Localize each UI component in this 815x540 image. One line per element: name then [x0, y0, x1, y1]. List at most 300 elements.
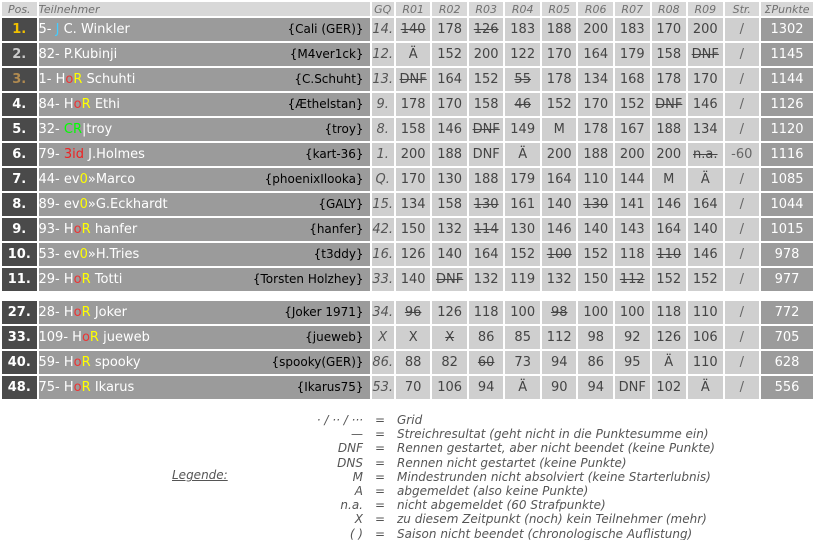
position-cell: 27. [2, 301, 37, 324]
race-result-cell: 152 [578, 243, 613, 266]
race-result-cell: 170 [688, 68, 723, 91]
race-result-cell: 94 [542, 351, 577, 374]
race-result-cell: 70 [396, 376, 431, 399]
participant-alias: {kart-36} [304, 147, 364, 161]
table-row [2, 143, 813, 166]
race-result-cell: 130 [578, 193, 613, 216]
race-result-cell: 152 [615, 93, 650, 116]
gq-cell: 86. [372, 351, 394, 374]
start-number: 93- [38, 222, 60, 237]
race-result-cell: 130 [469, 193, 504, 216]
legend-symbol: X [354, 512, 363, 527]
race-result-cell: 188 [542, 18, 577, 41]
position-cell: 33. [2, 326, 37, 349]
total-points-cell: 1015 [761, 218, 813, 241]
start-number: 79- [38, 147, 60, 162]
participant-cell [39, 218, 370, 241]
streich-cell: / [725, 243, 760, 266]
race-result-cell: n.a. [688, 143, 723, 166]
table-row [2, 193, 813, 216]
legend-symbol: · / ·· / ··· [316, 413, 363, 427]
header-r07: R07 [615, 2, 650, 16]
race-result-cell: 144 [615, 168, 650, 191]
race-result-cell: 118 [652, 301, 687, 324]
streich-cell: -60 [725, 143, 760, 166]
race-result-cell: 152 [652, 268, 687, 291]
table-row [2, 68, 813, 91]
team-tag: 3id [63, 147, 85, 162]
participant-cell [39, 301, 370, 324]
participant-cell [39, 143, 370, 166]
team-tag: H [72, 330, 82, 345]
team-tag: ev [63, 197, 80, 212]
race-result-cell: Ä [688, 168, 723, 191]
race-result-cell: 73 [505, 351, 540, 374]
legend-equals: = [375, 526, 386, 540]
participant-cell [39, 268, 370, 291]
race-result-cell: 140 [578, 218, 613, 241]
total-points-cell: 978 [761, 243, 813, 266]
legend-equals: = [375, 427, 386, 442]
race-result-cell: 140 [688, 218, 723, 241]
race-result-cell: 110 [688, 351, 723, 374]
participant-cell [39, 118, 370, 141]
race-result-cell: DNF [688, 43, 723, 66]
table-row [2, 218, 813, 241]
legend-text: Saison nicht beendet (chronologische Auflistung) [397, 526, 693, 540]
race-result-cell: 188 [432, 143, 467, 166]
race-result-cell: 183 [505, 18, 540, 41]
legend-text: abgemeldet (also keine Punkte) [397, 484, 589, 498]
team-tag: o [73, 380, 82, 395]
total-points-cell: 772 [761, 301, 813, 324]
race-result-cell: 100 [615, 301, 650, 324]
total-points-cell: 1144 [761, 68, 813, 91]
race-result-cell: 200 [688, 18, 723, 41]
legend-item [0, 427, 815, 441]
header-r05: R05 [542, 2, 577, 16]
race-result-cell: 140 [432, 243, 467, 266]
legend-symbol: — [351, 427, 363, 442]
race-result-cell: 146 [688, 243, 723, 266]
race-result-cell: 95 [615, 351, 650, 374]
race-result-cell: 170 [652, 18, 687, 41]
legend-text: zu diesem Zeitpunkt (noch) kein Teilnehmer (mehr) [397, 512, 707, 527]
participant-cell [39, 68, 370, 91]
race-result-cell: 164 [688, 193, 723, 216]
team-tag: ev [63, 172, 80, 187]
total-points-cell: 705 [761, 326, 813, 349]
header-r09: R09 [688, 2, 723, 16]
race-result-cell: 146 [432, 118, 467, 141]
race-result-cell: 143 [615, 218, 650, 241]
race-result-cell: 152 [469, 68, 504, 91]
table-row [2, 118, 813, 141]
gq-cell: 16. [372, 243, 394, 266]
start-number: 59- [38, 355, 60, 370]
participant-name: Totti [90, 272, 123, 287]
streich-cell: / [725, 218, 760, 241]
participant-name: Joker [90, 305, 128, 320]
participant-cell [39, 168, 370, 191]
race-result-cell: DNF [432, 268, 467, 291]
participant-name: jueweb [98, 330, 150, 345]
race-result-cell: 110 [578, 168, 613, 191]
start-number: 109- [38, 330, 69, 345]
participant-alias: {jueweb} [305, 330, 364, 344]
race-result-cell: 167 [615, 118, 650, 141]
participant-name: P.Kubinji [63, 47, 118, 62]
streich-cell: / [725, 68, 760, 91]
team-tag: ev [63, 247, 80, 262]
streich-cell: / [725, 118, 760, 141]
race-result-cell: DNF [396, 68, 431, 91]
race-result-cell: 164 [432, 68, 467, 91]
gq-cell: 53. [372, 376, 394, 399]
race-result-cell: 200 [615, 143, 650, 166]
race-result-cell: 82 [432, 351, 467, 374]
gq-cell: Q. [372, 168, 394, 191]
header-sum: ΣPunkte [761, 2, 813, 16]
race-result-cell: 158 [396, 118, 431, 141]
streich-cell: / [725, 268, 760, 291]
race-result-cell: 122 [505, 43, 540, 66]
race-result-cell: 100 [505, 301, 540, 324]
gq-cell: 34. [372, 301, 394, 324]
participant-cell [39, 18, 370, 41]
position-cell: 9. [2, 218, 37, 241]
total-points-cell: 1044 [761, 193, 813, 216]
race-result-cell: 134 [578, 68, 613, 91]
header-r01: R01 [396, 2, 431, 16]
race-result-cell: 200 [542, 143, 577, 166]
participant-name: hanfer [90, 222, 138, 237]
race-result-cell: 178 [578, 118, 613, 141]
race-result-cell: 46 [505, 93, 540, 116]
legend-equals: = [375, 413, 386, 427]
team-tag: 0 [79, 172, 88, 187]
start-number: 82- [38, 47, 60, 62]
start-number: 44- [38, 172, 60, 187]
participant-name: C. Winkler [59, 22, 130, 37]
streich-cell: / [725, 351, 760, 374]
header-gq: GQ [372, 2, 394, 16]
race-result-cell: 178 [432, 18, 467, 41]
race-result-cell: 110 [652, 243, 687, 266]
race-result-cell: 100 [578, 301, 613, 324]
participant-name: spooky [90, 355, 141, 370]
race-result-cell: 118 [615, 243, 650, 266]
race-result-cell: 183 [615, 18, 650, 41]
start-number: 53- [38, 247, 60, 262]
race-result-cell: 132 [432, 218, 467, 241]
race-result-cell: 146 [542, 218, 577, 241]
legend-item [0, 470, 815, 484]
team-tag: o [73, 222, 82, 237]
race-result-cell: 200 [396, 143, 431, 166]
header-row [2, 2, 813, 16]
position-cell: 2. [2, 43, 37, 66]
race-result-cell: 126 [652, 326, 687, 349]
legend-symbol: n.a. [340, 498, 363, 513]
position-cell: 40. [2, 351, 37, 374]
race-result-cell: 88 [396, 351, 431, 374]
race-result-cell: 152 [432, 43, 467, 66]
race-result-cell: 132 [469, 268, 504, 291]
gq-cell: 33. [372, 268, 394, 291]
race-result-cell: 102 [652, 376, 687, 399]
table-row [2, 243, 813, 266]
gq-cell: 1. [372, 143, 394, 166]
header-r08: R08 [652, 2, 687, 16]
position-cell: 3. [2, 68, 37, 91]
race-result-cell: 55 [505, 68, 540, 91]
participant-alias: {Torsten Holzhey} [252, 272, 364, 286]
participant-name: Ikarus [90, 380, 135, 395]
race-result-cell: 92 [615, 326, 650, 349]
legend-item [0, 456, 815, 470]
legend-item [0, 484, 815, 498]
race-result-cell: 200 [469, 43, 504, 66]
race-result-cell: 112 [542, 326, 577, 349]
race-result-cell: 100 [542, 243, 577, 266]
table-row [2, 93, 813, 116]
team-tag: o [73, 305, 82, 320]
legend-text: nicht abgemeldet (60 Strafpunkte) [397, 498, 606, 513]
header-teilnehmer: Teilnehmer [39, 2, 370, 16]
race-result-cell: M [652, 168, 687, 191]
race-result-cell: X [432, 326, 467, 349]
race-result-cell: M [542, 118, 577, 141]
total-points-cell: 1302 [761, 18, 813, 41]
participant-name: »G.Eckhardt [87, 197, 168, 212]
legend-item [0, 441, 815, 455]
gq-cell: 12. [372, 43, 394, 66]
participant-cell [39, 93, 370, 116]
team-tag: 0 [79, 197, 88, 212]
race-result-cell: 96 [396, 301, 431, 324]
team-tag: CR [63, 122, 83, 137]
legend-equals: = [375, 469, 386, 484]
race-result-cell: 98 [542, 301, 577, 324]
legend-item [0, 527, 815, 540]
race-result-cell: 86 [469, 326, 504, 349]
race-result-cell: 158 [652, 43, 687, 66]
legend-symbol: DNF [337, 441, 363, 456]
total-points-cell: 1116 [761, 143, 813, 166]
gq-cell: 15. [372, 193, 394, 216]
team-tag: R [81, 380, 91, 395]
total-points-cell: 1126 [761, 93, 813, 116]
header-r02: R02 [432, 2, 467, 16]
race-result-cell: 170 [578, 93, 613, 116]
streich-cell: / [725, 43, 760, 66]
participant-name: »Marco [87, 172, 136, 187]
participant-alias: {GALY} [318, 197, 364, 211]
race-result-cell: DNF [615, 376, 650, 399]
race-result-cell: 86 [578, 351, 613, 374]
race-result-cell: 188 [469, 168, 504, 191]
legend-symbol: A [354, 484, 363, 498]
participant-name: troy [86, 122, 113, 137]
legend-symbol: M [352, 469, 363, 484]
participant-alias: {Æthelstan} [287, 97, 364, 111]
race-result-cell: 178 [396, 93, 431, 116]
streich-cell: / [725, 326, 760, 349]
participant-cell [39, 376, 370, 399]
team-tag: R [73, 72, 83, 87]
legend-title: Legende: [172, 468, 228, 482]
streich-cell: / [725, 193, 760, 216]
race-result-cell: Ä [505, 143, 540, 166]
team-tag: R [81, 355, 91, 370]
participant-name: Ethi [90, 97, 120, 112]
race-result-cell: 94 [578, 376, 613, 399]
participant-alias: {Cali (GER)} [287, 22, 364, 36]
team-tag: o [73, 97, 82, 112]
race-result-cell: 179 [615, 43, 650, 66]
participant-name: »H.Tries [87, 247, 140, 262]
streich-cell: / [725, 168, 760, 191]
position-cell: 5. [2, 118, 37, 141]
participant-cell [39, 43, 370, 66]
participant-cell [39, 243, 370, 266]
team-tag: H [55, 72, 66, 87]
race-result-cell: Ä [652, 351, 687, 374]
race-result-cell: 106 [688, 326, 723, 349]
legend-text: Rennen gestartet, aber nicht beendet (keine Punkte) [397, 441, 715, 456]
total-points-cell: 1085 [761, 168, 813, 191]
participant-cell [39, 326, 370, 349]
streich-cell: / [725, 93, 760, 116]
race-result-cell: Ä [505, 376, 540, 399]
participant-cell [39, 351, 370, 374]
position-cell: 8. [2, 193, 37, 216]
race-result-cell: 106 [432, 376, 467, 399]
table-row [2, 301, 813, 324]
legend-item [0, 512, 815, 526]
race-result-cell: 134 [396, 193, 431, 216]
race-result-cell: 168 [615, 68, 650, 91]
race-result-cell: 152 [505, 243, 540, 266]
legend-item [0, 413, 815, 427]
team-tag: H [63, 272, 74, 287]
race-result-cell: 170 [396, 168, 431, 191]
race-result-cell: 152 [688, 268, 723, 291]
race-result-cell: 98 [578, 326, 613, 349]
participant-alias: {spooky(GER)} [271, 355, 364, 369]
team-tag: 0 [79, 247, 88, 262]
race-result-cell: 161 [505, 193, 540, 216]
legend [0, 410, 815, 540]
header-pos: Pos. [2, 2, 37, 16]
race-result-cell: 140 [396, 18, 431, 41]
start-number: 84- [38, 97, 60, 112]
race-result-cell: 118 [469, 301, 504, 324]
race-result-cell: 126 [432, 301, 467, 324]
race-result-cell: Ä [396, 43, 431, 66]
table-row [2, 376, 813, 399]
start-number: 32- [38, 122, 60, 137]
participant-alias: {Ikarus75} [296, 380, 364, 394]
team-tag: R [81, 272, 91, 287]
legend-equals: = [375, 498, 386, 513]
gq-cell: 8. [372, 118, 394, 141]
race-result-cell: 188 [652, 118, 687, 141]
header-r06: R06 [578, 2, 613, 16]
legend-equals: = [375, 484, 386, 498]
race-result-cell: 141 [615, 193, 650, 216]
race-result-cell: 110 [688, 301, 723, 324]
team-tag: o [73, 355, 82, 370]
race-result-cell: 126 [396, 243, 431, 266]
race-result-cell: 146 [652, 193, 687, 216]
race-result-cell: 112 [615, 268, 650, 291]
race-result-cell: 126 [469, 18, 504, 41]
total-points-cell: 628 [761, 351, 813, 374]
race-result-cell: 130 [505, 218, 540, 241]
legend-text: Grid [397, 413, 423, 427]
race-result-cell: 150 [396, 218, 431, 241]
race-result-cell: 178 [542, 68, 577, 91]
legend-equals: = [375, 512, 386, 527]
team-tag: o [81, 330, 90, 345]
header-str: Str. [725, 2, 760, 16]
table-row [2, 43, 813, 66]
race-result-cell: 119 [505, 268, 540, 291]
race-result-cell: 60 [469, 351, 504, 374]
legend-text: Rennen nicht gestartet (keine Punkte) [397, 455, 627, 470]
participant-alias: {C.Schuht} [294, 72, 364, 86]
start-number: 29- [38, 272, 60, 287]
race-result-cell: 164 [578, 43, 613, 66]
total-points-cell: 556 [761, 376, 813, 399]
race-result-cell: 150 [578, 268, 613, 291]
gq-cell: 42. [372, 218, 394, 241]
gq-cell: 13. [372, 68, 394, 91]
team-tag: o [73, 272, 82, 287]
legend-equals: = [375, 455, 386, 470]
streich-cell: / [725, 301, 760, 324]
team-tag: H [63, 222, 74, 237]
gq-cell: 9. [372, 93, 394, 116]
team-tag: o [65, 72, 74, 87]
race-result-cell: 170 [432, 93, 467, 116]
participant-name: J.Holmes [84, 147, 145, 162]
start-number: 89- [38, 197, 60, 212]
race-result-cell: 130 [432, 168, 467, 191]
total-points-cell: 977 [761, 268, 813, 291]
race-result-cell: X [396, 326, 431, 349]
streich-cell: / [725, 376, 760, 399]
table-row [2, 351, 813, 374]
separator-cell [2, 293, 813, 299]
race-result-cell: 149 [505, 118, 540, 141]
legend-symbol: DNS [337, 455, 363, 470]
legend-item [0, 498, 815, 512]
legend-text: Mindestrunden nicht absolviert (keine Starterlubnis) [397, 469, 711, 484]
header-r03: R03 [469, 2, 504, 16]
team-tag: H [63, 97, 74, 112]
start-number: 5- [38, 22, 52, 37]
position-cell: 4. [2, 93, 37, 116]
race-result-cell: 164 [469, 243, 504, 266]
race-result-cell: 132 [542, 268, 577, 291]
race-result-cell: 90 [542, 376, 577, 399]
team-tag: H [63, 305, 74, 320]
participant-alias: {phoenixIlooka} [264, 172, 364, 186]
race-result-cell: 170 [542, 43, 577, 66]
